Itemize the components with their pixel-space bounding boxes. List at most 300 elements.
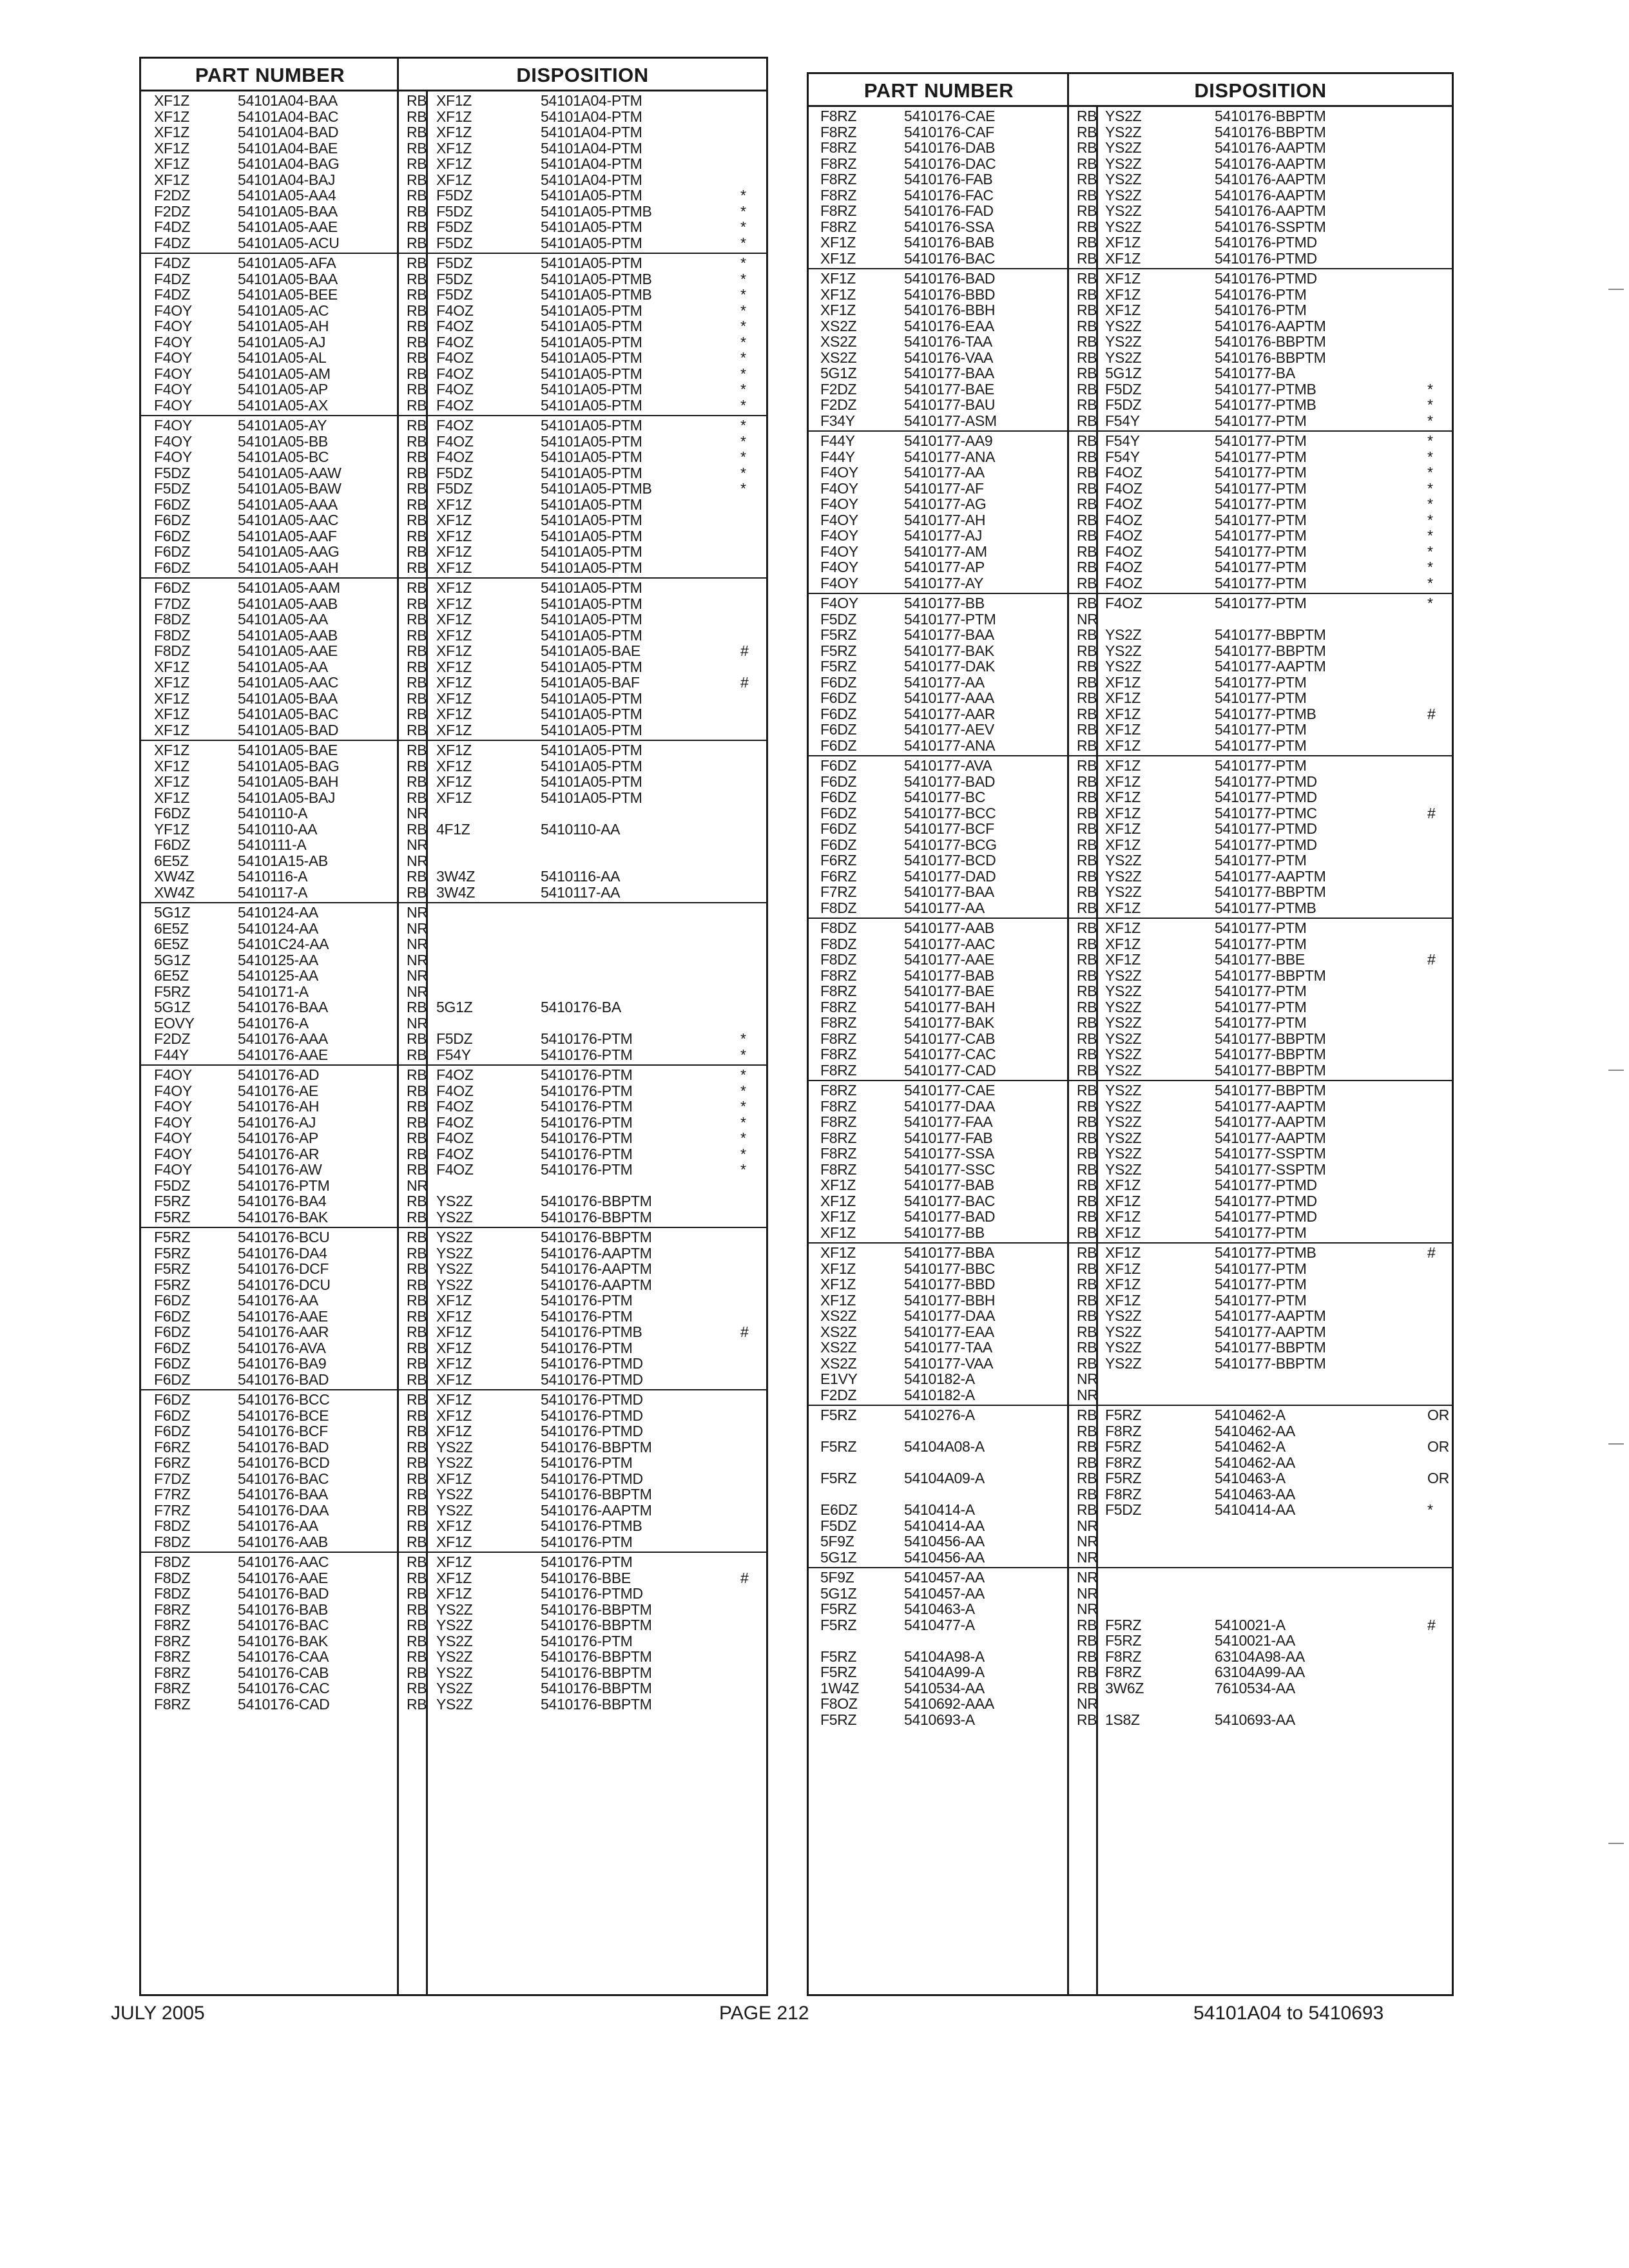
table-row: [141, 187, 766, 204]
prefix: F6DZ: [154, 559, 191, 576]
table-row: [141, 1130, 766, 1146]
part-number: 5410117-A: [238, 883, 308, 901]
new-part-number: 5410177-PTM: [1215, 448, 1307, 465]
new-prefix: YS2Z: [436, 1648, 473, 1665]
new-prefix: YS2Z: [436, 1260, 473, 1277]
new-part-number: 5410177-PTMB: [1215, 380, 1316, 398]
new-part-number: 54101A05-PTM: [541, 464, 642, 481]
disposition-code: RB: [1077, 899, 1097, 916]
part-number: 54101A04-BAG: [238, 155, 340, 172]
prefix: F4DZ: [154, 255, 191, 271]
table-row: [809, 1245, 1452, 1261]
prefix: 6E5Z: [154, 967, 189, 984]
prefix: F6DZ: [820, 804, 857, 822]
new-part-number: 5410177-AAPTM: [1215, 1097, 1326, 1115]
part-number: 54101A05-BC: [238, 448, 329, 465]
new-prefix: YS2Z: [1105, 108, 1142, 124]
part-number: 5410414-AA: [904, 1517, 985, 1534]
disposition-code: RB: [407, 1030, 427, 1047]
new-part-number: 54101A05-PTM: [541, 318, 642, 334]
prefix: XF1Z: [154, 742, 190, 758]
disposition-code: RB: [407, 1423, 427, 1439]
disposition-code: RB: [1077, 302, 1097, 318]
note: *: [1427, 448, 1433, 465]
part-number: 5410176-CAA: [238, 1648, 329, 1665]
new-prefix: XF1Z: [436, 642, 472, 659]
prefix: XS2Z: [820, 317, 857, 334]
table-row: [141, 434, 766, 450]
disposition-code: RB: [1077, 642, 1097, 659]
note: *: [740, 349, 746, 366]
disposition-code: RB: [407, 1113, 427, 1131]
new-part-number: 5410176-PTM: [541, 1030, 633, 1047]
disposition-code: RB: [407, 595, 427, 612]
table-row: [809, 302, 1452, 318]
prefix: F5RZ: [820, 1648, 857, 1665]
new-prefix: XF1Z: [1105, 270, 1141, 287]
prefix: F5RZ: [154, 1229, 191, 1245]
new-prefix: YS2Z: [1105, 123, 1142, 140]
new-prefix: XF1Z: [436, 1407, 472, 1424]
disposition-code: RB: [1077, 1454, 1097, 1471]
new-prefix: XF1Z: [436, 1517, 472, 1534]
table-row: [809, 852, 1452, 869]
table-row: [141, 303, 766, 319]
new-prefix: F4OZ: [436, 349, 474, 366]
new-part-number: 54101A05-PTM: [541, 579, 642, 596]
part-number: 5410177-TAA: [904, 1339, 992, 1356]
new-prefix: YS2Z: [1105, 202, 1142, 219]
prefix: 6E5Z: [154, 852, 189, 869]
disposition-code: RB: [1077, 1046, 1097, 1062]
prefix: F6DZ: [154, 1323, 191, 1340]
disposition-code: RB: [407, 1569, 427, 1586]
note: *: [740, 396, 746, 414]
part-number: 5410176-AVA: [238, 1339, 326, 1356]
row-group: [141, 91, 766, 254]
prefix: F8RZ: [820, 983, 857, 999]
new-prefix: F5RZ: [1105, 1616, 1142, 1633]
prefix: F6DZ: [154, 805, 191, 822]
part-number: 5410182-A: [904, 1370, 975, 1387]
disposition-code: RB: [1077, 1224, 1097, 1241]
disposition-code: RB: [1077, 186, 1097, 204]
table-row: [141, 1209, 766, 1225]
part-number: 54101A05-AAA: [238, 495, 338, 513]
part-number: 54101A05-AFA: [238, 255, 336, 271]
prefix: XF1Z: [154, 757, 190, 774]
disposition-code: NR: [407, 936, 428, 952]
new-prefix: XF1Z: [436, 92, 472, 109]
prefix: YF1Z: [154, 820, 190, 838]
part-number: 54101A05-AAB: [238, 595, 338, 612]
prefix: F6DZ: [154, 1355, 191, 1372]
new-part-number: 5410176-AAPTM: [541, 1501, 652, 1519]
part-number: 5410176-AAB: [238, 1533, 328, 1550]
new-prefix: F4OZ: [1105, 464, 1142, 481]
new-part-number: 5410176-PTM: [541, 1339, 633, 1356]
prefix: F5RZ: [820, 1438, 857, 1455]
prefix: F4OY: [820, 574, 858, 591]
part-number: 5410177-BAD: [904, 1208, 996, 1225]
part-number: 54101A05-BAA: [238, 270, 338, 287]
table-row: [809, 365, 1452, 381]
new-prefix: XF1Z: [1105, 673, 1141, 691]
prefix: XF1Z: [820, 1177, 856, 1193]
new-prefix: F5DZ: [436, 202, 473, 220]
part-number: 54101A05-AA: [238, 611, 328, 628]
prefix: F7RZ: [820, 883, 857, 900]
disposition-code: RB: [1077, 511, 1097, 528]
part-number: 5410177-AA: [904, 673, 985, 691]
prefix: 6E5Z: [154, 919, 189, 937]
new-part-number: 54101A05-PTMB: [541, 202, 652, 220]
edge-mark: [1608, 1070, 1624, 1071]
prefix: XF1Z: [820, 1192, 856, 1209]
prefix: F8RZ: [820, 218, 857, 235]
table-row: [809, 465, 1452, 481]
new-part-number: 54101A05-BAF: [541, 674, 640, 691]
part-number: 5410176-AE: [238, 1082, 318, 1099]
new-prefix: F4OZ: [436, 302, 474, 319]
note: #: [740, 1323, 749, 1340]
part-number: 5410176-FAC: [904, 186, 994, 204]
prefix: F6DZ: [154, 1423, 191, 1439]
prefix: F8RZ: [820, 1082, 857, 1099]
prefix: F8RZ: [820, 186, 857, 204]
part-number: 5410177-BAH: [904, 998, 996, 1015]
table-row: [141, 722, 766, 738]
table-row: [141, 691, 766, 707]
new-prefix: XF1Z: [436, 1307, 472, 1325]
new-prefix: F54Y: [436, 1046, 471, 1063]
new-prefix: YS2Z: [1105, 658, 1142, 675]
new-part-number: 5410177-AAPTM: [1215, 1129, 1326, 1146]
part-number: 5410176-BBD: [904, 285, 996, 303]
new-part-number: 5410176-BBPTM: [541, 1208, 652, 1225]
new-prefix: XF1Z: [436, 674, 472, 691]
disposition-code: NR: [1077, 1569, 1098, 1586]
table-row: [809, 738, 1452, 754]
new-prefix: YS2Z: [436, 1208, 473, 1225]
prefix: F5DZ: [820, 1517, 857, 1534]
new-prefix: XF1Z: [1105, 721, 1141, 738]
new-prefix: F5DZ: [436, 234, 473, 251]
new-part-number: 5410176-PTM: [1215, 302, 1307, 318]
new-part-number: 5410177-PTM: [1215, 757, 1307, 774]
prefix: F4OY: [154, 349, 192, 366]
note: *: [740, 432, 746, 450]
part-number: 5410125-AA: [238, 967, 318, 984]
prefix: E6DZ: [820, 1501, 858, 1518]
new-prefix: XF1Z: [436, 495, 472, 513]
part-number: 5410176-PTM: [238, 1177, 330, 1194]
prefix: XF1Z: [154, 92, 190, 109]
new-part-number: 54101A05-BAE: [541, 642, 641, 659]
new-part-number: 54101A05-PTMB: [541, 286, 652, 303]
left-table: [139, 57, 768, 1996]
table-row: [809, 235, 1452, 251]
new-part-number: 54101A05-PTM: [541, 349, 642, 366]
part-number: 5410176-DCU: [238, 1276, 331, 1293]
new-prefix: YS2Z: [1105, 1129, 1142, 1146]
new-part-number: 5410176-AAPTM: [1215, 155, 1326, 172]
disposition-code: RB: [1077, 1632, 1097, 1649]
prefix: F4OY: [820, 595, 858, 611]
new-part-number: 5410176-BBPTM: [541, 1486, 652, 1503]
new-part-number: 5410177-PTM: [1215, 935, 1307, 952]
new-part-number: 54101A05-PTM: [541, 742, 642, 758]
prefix: F5RZ: [820, 1664, 857, 1680]
new-part-number: 5410176-BBPTM: [541, 1229, 652, 1245]
new-part-number: 5410177-PTM: [1215, 919, 1307, 936]
new-prefix: XF1Z: [1105, 1291, 1141, 1309]
part-number: 5410456-AA: [904, 1548, 985, 1566]
prefix: XW4Z: [154, 868, 195, 885]
disposition-code: RB: [407, 1517, 427, 1534]
disposition-code: RB: [407, 333, 427, 351]
part-number: 54101A05-AAC: [238, 512, 339, 528]
part-number: 54101A04-BAA: [238, 92, 338, 109]
disposition-code: RB: [1077, 919, 1097, 936]
note: *: [740, 1098, 746, 1115]
table-row: [141, 1047, 766, 1063]
table-row: [809, 1099, 1452, 1115]
part-number: 54104A99-A: [904, 1664, 985, 1680]
prefix: F5DZ: [154, 464, 191, 481]
table-row: [141, 449, 766, 465]
part-number: 5410692-AAA: [904, 1695, 994, 1712]
prefix: XW4Z: [154, 883, 195, 901]
new-part-number: 5410177-BBPTM: [1215, 1046, 1326, 1062]
new-part-number: 5410110-AA: [541, 820, 621, 838]
prefix: F8RZ: [820, 1014, 857, 1031]
new-part-number: 5410176-AAPTM: [1215, 317, 1326, 334]
new-part-number: 54101A05-PTM: [541, 432, 642, 450]
disposition-code: RB: [1077, 380, 1097, 398]
prefix: XF1Z: [820, 285, 856, 303]
new-part-number: 5410176-AAPTM: [541, 1244, 652, 1262]
disposition-code: RB: [1077, 789, 1097, 805]
new-prefix: XF1Z: [436, 1553, 472, 1570]
part-number: 5410182-A: [904, 1386, 975, 1403]
new-prefix: YS2Z: [1105, 867, 1142, 885]
note: *: [740, 1129, 746, 1146]
new-part-number: 5410176-BBPTM: [1215, 333, 1326, 350]
prefix: F5RZ: [154, 1193, 191, 1209]
new-prefix: YS2Z: [1105, 139, 1142, 156]
part-number: 5410177-AEV: [904, 721, 994, 738]
new-part-number: 54101A05-PTM: [541, 512, 642, 528]
disposition-code: RB: [407, 1307, 427, 1325]
prefix: F6RZ: [154, 1454, 191, 1471]
disposition-code: RB: [1077, 139, 1097, 156]
new-part-number: 5410177-PTM: [1215, 412, 1307, 429]
disposition-code: RB: [407, 495, 427, 513]
part-number: 54101A05-AAB: [238, 626, 338, 644]
prefix: F4OY: [820, 527, 858, 544]
table-row: [141, 465, 766, 481]
row-group: [809, 756, 1452, 919]
part-number: 54101A05-BAA: [238, 202, 338, 220]
part-number: 5410177-AY: [904, 574, 984, 591]
new-prefix: YS2Z: [1105, 642, 1142, 659]
table-row: [141, 334, 766, 351]
new-prefix: XF1Z: [436, 706, 472, 722]
disposition-code: RB: [407, 1129, 427, 1146]
table-row: [141, 952, 766, 968]
prefix: 5G1Z: [154, 999, 191, 1015]
disposition-code: RB: [407, 124, 427, 140]
new-prefix: YS2Z: [436, 1454, 473, 1471]
note: *: [740, 365, 746, 382]
new-part-number: 5410176-PTMD: [541, 1355, 643, 1372]
disposition-code: NR: [407, 805, 428, 822]
part-number: 54101A05-AM: [238, 365, 331, 382]
part-number: 5410177-DAA: [904, 1097, 996, 1115]
disposition-code: RB: [407, 108, 427, 125]
prefix: 5G1Z: [820, 1584, 857, 1602]
new-part-number: 5410177-PTM: [1215, 464, 1307, 481]
prefix: F5DZ: [820, 610, 857, 628]
part-number-heading: PART NUMBER: [195, 64, 345, 86]
row-group: [141, 1553, 766, 1714]
new-prefix: F8RZ: [1105, 1422, 1142, 1439]
table-row: [809, 968, 1452, 984]
new-part-number: 5410177-SSPTM: [1215, 1160, 1326, 1178]
note: #: [1427, 804, 1436, 822]
new-part-number: 5410176-PTMD: [541, 1407, 643, 1424]
new-prefix: XF1Z: [436, 579, 472, 596]
part-number: 5410177-PTM: [904, 610, 996, 628]
new-prefix: XF1Z: [436, 155, 472, 172]
part-number: 54101A05-AAG: [238, 543, 340, 560]
disposition-code: NR: [1077, 1695, 1098, 1712]
note: *: [740, 464, 746, 481]
new-part-number: 5410176-PTMB: [541, 1517, 642, 1534]
prefix: F6DZ: [154, 512, 191, 528]
part-number: 5410457-AA: [904, 1569, 985, 1586]
new-part-number: 63104A98-AA: [1215, 1648, 1305, 1665]
prefix: F8RZ: [820, 171, 857, 187]
part-number: 5410171-A: [238, 983, 309, 1000]
part-number: 5410176-BCC: [238, 1391, 330, 1408]
new-prefix: XF1Z: [436, 1569, 472, 1586]
part-number: 54101A05-AAM: [238, 579, 340, 596]
disposition-code: NR: [1077, 1584, 1098, 1602]
new-prefix: 3W4Z: [436, 868, 476, 885]
table-row: [809, 1649, 1452, 1665]
table-row: [809, 1031, 1452, 1047]
new-prefix: XF1Z: [436, 1391, 472, 1408]
disposition-code: NR: [407, 919, 428, 937]
part-number: 5410176-AP: [238, 1129, 318, 1146]
part-number: 54101A04-BAJ: [238, 171, 336, 188]
prefix: 6E5Z: [154, 936, 189, 952]
new-part-number: 5410176-PTM: [541, 1082, 633, 1099]
table-row: [809, 1340, 1452, 1356]
new-part-number: 54101A05-PTM: [541, 527, 642, 544]
note: *: [740, 1082, 746, 1099]
new-part-number: 5410177-BBPTM: [1215, 883, 1326, 900]
disposition-code: RB: [1077, 1485, 1097, 1503]
table-row: [141, 1261, 766, 1277]
prefix: XF1Z: [820, 1208, 856, 1225]
disposition-code: RB: [1077, 1648, 1097, 1665]
prefix: XS2Z: [820, 349, 857, 366]
new-prefix: YS2Z: [1105, 1046, 1142, 1062]
disposition-code: RB: [407, 543, 427, 560]
disposition-code: RB: [1077, 595, 1097, 611]
table-row: [809, 1696, 1452, 1712]
new-part-number: 54101A04-PTM: [541, 92, 642, 109]
disposition-code: RB: [1077, 1129, 1097, 1146]
new-prefix: XF1Z: [1105, 1177, 1141, 1193]
new-part-number: 5410462-A: [1215, 1407, 1286, 1423]
part-number: 5410176-BCU: [238, 1229, 330, 1245]
new-part-number: 5410176-PTMD: [1215, 249, 1317, 267]
table-row: [809, 251, 1452, 267]
table-row: [809, 595, 1452, 611]
part-number: 54101A05-AAW: [238, 464, 342, 481]
disposition-code: RB: [1077, 689, 1097, 706]
new-prefix: YS2Z: [1105, 1113, 1142, 1130]
new-part-number: 5410177-BBPTM: [1215, 642, 1326, 659]
new-part-number: 5410176-BBPTM: [541, 1600, 652, 1618]
table-row: [141, 936, 766, 952]
new-prefix: XF1Z: [1105, 736, 1141, 754]
new-part-number: 5410177-PTMD: [1215, 789, 1317, 805]
new-prefix: F4OZ: [436, 1145, 474, 1162]
new-prefix: YS2Z: [1105, 852, 1142, 869]
new-part-number: 5410177-PTM: [1215, 527, 1307, 544]
disposition-code: RB: [1077, 448, 1097, 465]
new-part-number: 5410176-BBPTM: [541, 1617, 652, 1633]
prefix: F2DZ: [154, 202, 191, 220]
prefix: F8RZ: [820, 998, 857, 1015]
table-row: [809, 1162, 1452, 1178]
part-number: 5410176-AH: [238, 1098, 320, 1115]
disposition-code: NR: [1077, 1517, 1098, 1534]
new-part-number: 5410176-PTM: [541, 1553, 633, 1570]
prefix: XF1Z: [820, 1276, 856, 1293]
edge-mark: [1608, 1843, 1624, 1844]
new-part-number: 5410177-PTMD: [1215, 836, 1317, 853]
prefix: F8DZ: [154, 611, 191, 628]
new-part-number: 54101A05-PTM: [541, 559, 642, 576]
new-prefix: F4OZ: [1105, 527, 1142, 544]
prefix: F7DZ: [154, 595, 191, 612]
new-prefix: XF1Z: [436, 1423, 472, 1439]
new-part-number: 5410176-PTMD: [1215, 270, 1317, 287]
disposition-code: RB: [407, 92, 427, 109]
part-number: 5410177-AAE: [904, 951, 994, 968]
table-row: [141, 1503, 766, 1519]
new-part-number: 5410463-AA: [1215, 1485, 1295, 1503]
disposition-code: RB: [407, 721, 427, 738]
part-number: 5410176-VAA: [904, 349, 994, 366]
new-prefix: XF1Z: [1105, 773, 1141, 790]
prefix: F4OY: [154, 1082, 192, 1099]
prefix: XF1Z: [154, 689, 190, 707]
part-number: 5410176-AJ: [238, 1113, 316, 1131]
prefix: F6DZ: [154, 1407, 191, 1424]
table-row: [141, 921, 766, 937]
new-part-number: 5410177-PTMB: [1215, 1244, 1316, 1261]
edge-mark: [1608, 289, 1624, 290]
table-row: [809, 675, 1452, 691]
table-row: [809, 1225, 1452, 1241]
